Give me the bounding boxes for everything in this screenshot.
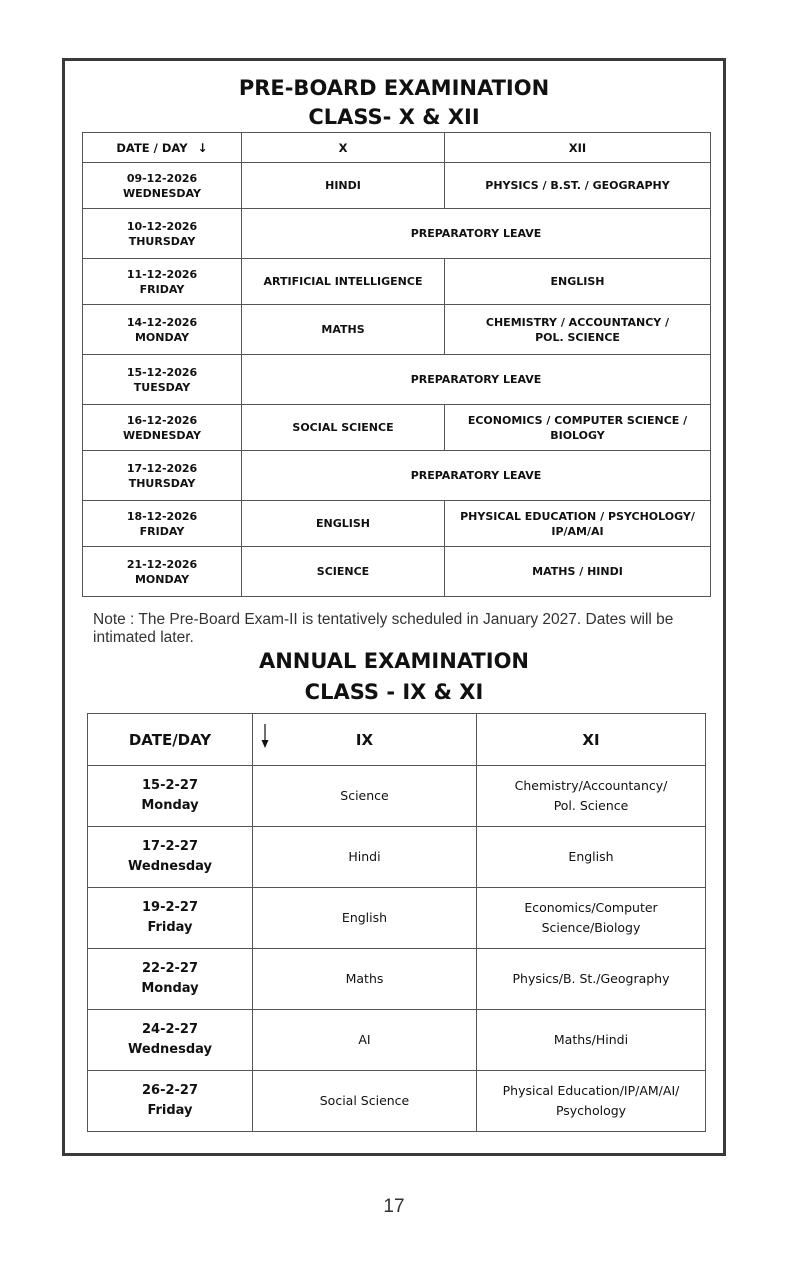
class-xi-cell: Maths/Hindi (477, 1010, 706, 1071)
preboard-subtitle: CLASS- X & XII (308, 105, 480, 129)
page-frame (62, 58, 726, 1156)
preparatory-leave-cell: PREPARATORY LEAVE (242, 451, 711, 501)
class-xii-cell: MATHS / HINDI (445, 547, 711, 597)
class-x-cell: ENGLISH (242, 501, 445, 547)
class-xii-cell: ENGLISH (445, 259, 711, 305)
class-ix-cell: English (253, 888, 477, 949)
table-row (88, 949, 706, 1010)
header-class-xii: XII (445, 133, 711, 163)
table-row (83, 405, 711, 451)
date-cell: 21-12-2026 MONDAY (83, 547, 242, 597)
preboard-title: PRE-BOARD EXAMINATION (238, 76, 550, 100)
date-cell: 26-2-27 Friday (88, 1071, 253, 1132)
table-row (83, 163, 711, 209)
date-cell: 15-12-2026 TUESDAY (83, 355, 242, 405)
table-row (83, 547, 711, 597)
date-cell: 19-2-27 Friday (88, 888, 253, 949)
table-row (88, 888, 706, 949)
table-row (88, 827, 706, 888)
table-row (83, 305, 711, 355)
date-cell: 16-12-2026 WEDNESDAY (83, 405, 242, 451)
date-cell: 09-12-2026 WEDNESDAY (83, 163, 242, 209)
date-cell: 24-2-27 Wednesday (88, 1010, 253, 1071)
class-x-cell: SCIENCE (242, 547, 445, 597)
class-xii-cell: PHYSICAL EDUCATION / PSYCHOLOGY/ IP/AM/AI (445, 501, 711, 547)
date-cell: 14-12-2026 MONDAY (83, 305, 242, 355)
preparatory-leave-cell: PREPARATORY LEAVE (242, 355, 711, 405)
table-row (83, 259, 711, 305)
class-ix-cell: Hindi (253, 827, 477, 888)
page-number: 17 (383, 1196, 405, 1217)
table-row (88, 1010, 706, 1071)
date-cell: 11-12-2026 FRIDAY (83, 259, 242, 305)
class-xi-cell: Chemistry/Accountancy/ Pol. Science (477, 766, 706, 827)
class-xi-cell: English (477, 827, 706, 888)
preparatory-leave-cell: PREPARATORY LEAVE (242, 209, 711, 259)
date-cell: 22-2-27 Monday (88, 949, 253, 1010)
table-row (83, 355, 711, 405)
class-x-cell: ARTIFICIAL INTELLIGENCE (242, 259, 445, 305)
note-text: Note : The Pre-Board Exam-II is tentatively scheduled in January 2027. Dates will be intimated later. (93, 611, 674, 646)
arrow-down-icon (261, 724, 269, 748)
table-row (88, 1071, 706, 1132)
annual-subtitle: CLASS - IX & XI (304, 680, 484, 704)
class-xii-cell: PHYSICS / B.ST. / GEOGRAPHY (445, 163, 711, 209)
class-xii-cell: ECONOMICS / COMPUTER SCIENCE / BIOLOGY (445, 405, 711, 451)
class-xi-cell: Economics/Computer Science/Biology (477, 888, 706, 949)
table-row (83, 501, 711, 547)
annual-title: ANNUAL EXAMINATION (258, 649, 530, 673)
class-ix-cell: Science (253, 766, 477, 827)
class-xi-cell: Physical Education/IP/AM/AI/ Psychology (477, 1071, 706, 1132)
class-x-cell: HINDI (242, 163, 445, 209)
date-cell: 17-12-2026 THURSDAY (83, 451, 242, 501)
annual-table (87, 713, 706, 1132)
header-class-ix: IX (253, 714, 477, 766)
header-date-day: DATE/DAY (88, 714, 253, 766)
date-cell: 10-12-2026 THURSDAY (83, 209, 242, 259)
date-cell: 17-2-27 Wednesday (88, 827, 253, 888)
class-xii-cell: CHEMISTRY / ACCOUNTANCY / POL. SCIENCE (445, 305, 711, 355)
header-date-day: DATE / DAY ↓ (83, 133, 242, 163)
class-x-cell: SOCIAL SCIENCE (242, 405, 445, 451)
class-ix-cell: AI (253, 1010, 477, 1071)
arrow-down-icon: ↓ (197, 140, 208, 155)
table-header-row (83, 133, 711, 163)
table-header-row (88, 714, 706, 766)
class-x-cell: MATHS (242, 305, 445, 355)
class-ix-cell: Maths (253, 949, 477, 1010)
table-row (83, 209, 711, 259)
date-cell: 18-12-2026 FRIDAY (83, 501, 242, 547)
header-class-x: X (242, 133, 445, 163)
preboard-table (82, 132, 711, 597)
table-row (88, 766, 706, 827)
date-cell: 15-2-27 Monday (88, 766, 253, 827)
table-row (83, 451, 711, 501)
header-class-xi: XI (477, 714, 706, 766)
class-xi-cell: Physics/B. St./Geography (477, 949, 706, 1010)
class-ix-cell: Social Science (253, 1071, 477, 1132)
